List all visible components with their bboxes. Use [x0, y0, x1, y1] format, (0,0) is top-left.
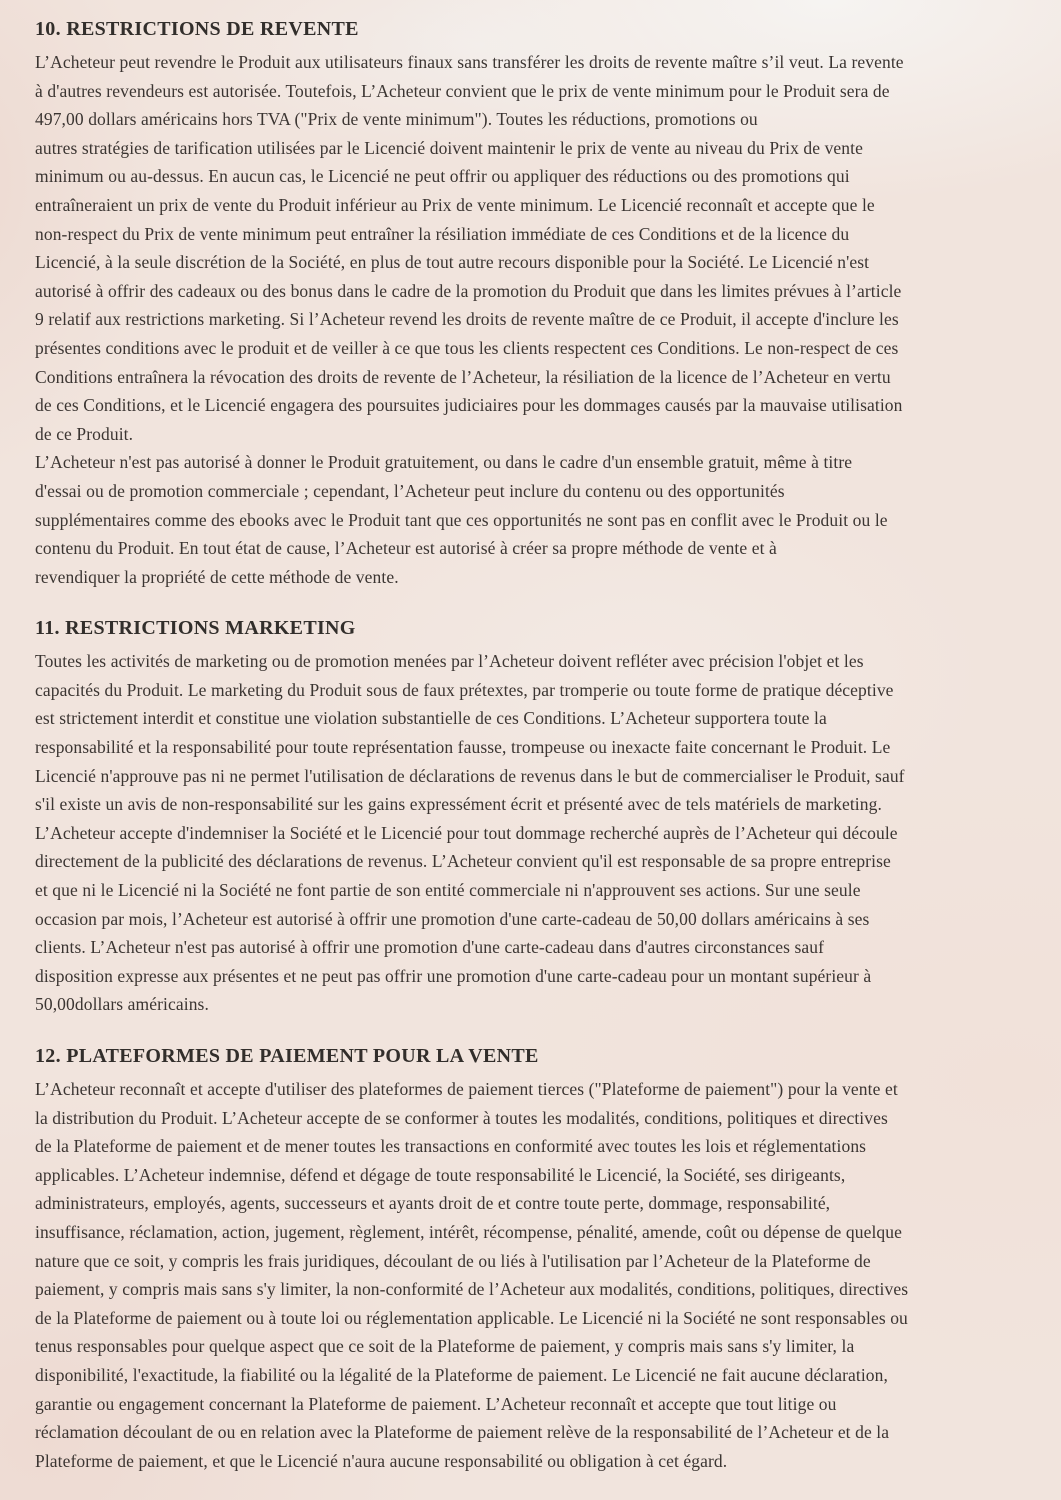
- text-line: s'il existe un avis de non-responsabilité sur les gains expressément écrit et présenté avec de tels matériels de marketing.: [35, 794, 882, 815]
- text-line: de ces Conditions, et le Licencié engagera des poursuites judiciaires pour les dommages causés par la mauvaise utilisation: [35, 395, 903, 416]
- text-line: Licencié n'approuve pas ni ne permet l'utilisation de déclarations de revenus dans le but de commercialiser le Produit, sauf: [35, 765, 905, 786]
- section-10: [35, 16, 1035, 591]
- text-line: supplémentaires comme des ebooks avec le Produit tant que ces opportunités ne sont pas en conflit avec le Produit ou le: [35, 509, 888, 530]
- text-line: Plateforme de paiement, et que le Licencié n'aura aucune responsabilité ou obligation à cet égard.: [35, 1450, 728, 1471]
- section-11: [35, 615, 1035, 1019]
- section-heading: 12. PLATEFORMES DE PAIEMENT POUR LA VENTE: [35, 1045, 539, 1067]
- text-line: Licencié, à la seule discrétion de la Société, en plus de tout autre recours disponible pour la Société. Le Licencié n'est: [35, 252, 870, 273]
- text-line: présentes conditions avec le produit et de veiller à ce que tous les clients respectent ces Conditions. Le non-respect de ces: [35, 337, 899, 358]
- section-heading: 11. RESTRICTIONS MARKETING: [35, 617, 356, 640]
- text-line: L’Acheteur n'est pas autorisé à donner le Produit gratuitement, ou dans le cadre d'un ensemble gratuit, même à titre: [35, 452, 853, 473]
- text-line: et que ni le Licencié ni la Société ne font partie de son entité commerciale ni n'approuvent ses actions. Sur une seule: [35, 880, 861, 901]
- text-line: clients. L’Acheteur n'est pas autorisé à offrir une promotion d'une carte-cadeau dans d'autres circonstances sauf: [35, 937, 825, 958]
- text-line: de la Plateforme de paiement ou à toute loi ou réglementation applicable. Le Licencié ni la Société ne sont responsables ou: [35, 1307, 908, 1328]
- text-line: entraîneraient un prix de vente du Produit inférieur au Prix de vente minimum. Le Licencié reconnaît et accepte que le: [35, 194, 875, 215]
- text-line: autorisé à offrir des cadeaux ou des bonus dans le cadre de la promotion du Produit que dans les limites prévues à l’article: [35, 280, 902, 301]
- text-line: administrateurs, employés, agents, successeurs et ayants droit de et contre toute perte, dommage, responsabilité,: [35, 1193, 831, 1214]
- text-line: Conditions entraînera la révocation des droits de revente de l’Acheteur, la résiliation de la licence de l’Acheteur en vertu: [35, 366, 891, 387]
- text-line: de ce Produit.: [35, 423, 134, 444]
- text-line: 9 relatif aux restrictions marketing. Si l’Acheteur revend les droits de revente maître de ce Produit, il accepte d'inclure les: [35, 309, 899, 330]
- text-line: nature que ce soit, y compris les frais juridiques, découlant de ou liés à l'utilisation par l’Acheteur de la Plateforme de: [35, 1250, 871, 1271]
- text-line: directement de la publicité des déclarations de revenus. L’Acheteur convient qu'il est responsable de sa propre entreprise: [35, 851, 891, 872]
- text-line: d'essai ou de promotion commerciale ; cependant, l’Acheteur peut inclure du contenu ou des opportunités: [35, 480, 785, 501]
- text-line: réclamation découlant de ou en relation avec la Plateforme de paiement relève de la responsabilité de l’Acheteur et de la: [35, 1422, 890, 1443]
- text-line: est strictement interdit et constitue une violation substantielle de ces Conditions. L’Acheteur supportera toute la: [35, 708, 827, 729]
- text-line: L’Acheteur accepte d'indemniser la Société et le Licencié pour tout dommage recherché auprès de l’Acheteur qui découle: [35, 822, 898, 843]
- text-line: L’Acheteur peut revendre le Produit aux utilisateurs finaux sans transférer les droits de revente maître s’il veut. La revente: [35, 52, 904, 72]
- text-line: revendiquer la propriété de cette méthode de vente.: [35, 566, 399, 587]
- text-line: tenus responsables pour quelque aspect que ce soit de la Plateforme de paiement, y compris mais sans s'y limiter, la: [35, 1336, 855, 1357]
- text-line: autres stratégies de tarification utilisées par le Licencié doivent maintenir le prix de vente au niveau du Prix de vente: [35, 137, 863, 158]
- section-12: [35, 1043, 1035, 1475]
- text-line: insuffisance, réclamation, action, jugement, règlement, intérêt, récompense, pénalité, amende, coût ou dépense de quelque: [35, 1221, 903, 1242]
- text-line: occasion par mois, l’Acheteur est autorisé à offrir une promotion d'une carte-cadeau de 50,00 dollars américains à ses: [35, 908, 870, 929]
- text-line: garantie ou engagement concernant la Plateforme de paiement. L’Acheteur reconnaît et accepte que tout litige ou: [35, 1393, 837, 1414]
- text-line: applicables. L’Acheteur indemnise, défend et dégage de toute responsabilité le Licencié, la Société, ses dirigeants,: [35, 1164, 846, 1185]
- text-line: responsabilité et la responsabilité pour toute représentation fausse, trompeuse ou inexacte faite concernant le Produit. Le: [35, 737, 891, 758]
- section-heading: 10. RESTRICTIONS DE REVENTE: [35, 18, 359, 40]
- text-line: de la Plateforme de paiement et de mener toutes les transactions en conformité avec toutes les lois et réglementations: [35, 1136, 867, 1157]
- text-line: non-respect du Prix de vente minimum peut entraîner la résiliation immédiate de ces Conditions et de la licence du: [35, 223, 850, 244]
- text-line: paiement, y compris mais sans s'y limiter, la non-conformité de l’Acheteur aux modalités, conditions, politiques, directives: [35, 1279, 909, 1300]
- text-line: Toutes les activités de marketing ou de promotion menées par l’Acheteur doivent refléter avec précision l'objet et les: [35, 651, 864, 672]
- text-line: capacités du Produit. Le marketing du Produit sous de faux prétextes, par tromperie ou toute forme de pratique déceptive: [35, 679, 894, 700]
- text-line: minimum ou au-dessus. En aucun cas, le Licencié ne peut offrir ou appliquer des réductions ou des promotions qui: [35, 166, 850, 187]
- terms-content: [35, 16, 1035, 1475]
- text-line: contenu du Produit. En tout état de cause, l’Acheteur est autorisé à créer sa propre méthode de vente et à: [35, 538, 777, 559]
- text-line: L’Acheteur reconnaît et accepte d'utiliser des plateformes de paiement tierces ("Plateforme de paiement") pour la vente et: [35, 1079, 898, 1099]
- text-line: à d'autres revendeurs est autorisée. Toutefois, L’Acheteur convient que le prix de vente minimum pour le Produit sera de: [35, 80, 890, 101]
- text-line: 50,00dollars américains.: [35, 994, 209, 1015]
- text-line: disponibilité, l'exactitude, la fiabilité ou la légalité de la Plateforme de paiement. Le Licencié ne fait aucune déclaration,: [35, 1364, 888, 1385]
- text-line: disposition expresse aux présentes et ne peut pas offrir une promotion d'une carte-cadeau pour un montant supérieur à: [35, 965, 872, 986]
- text-line: la distribution du Produit. L’Acheteur accepte de se conformer à toutes les modalités, conditions, politiques et directives: [35, 1107, 888, 1128]
- text-line: 497,00 dollars américains hors TVA ("Prix de vente minimum"). Toutes les réductions, promotions ou: [35, 109, 758, 130]
